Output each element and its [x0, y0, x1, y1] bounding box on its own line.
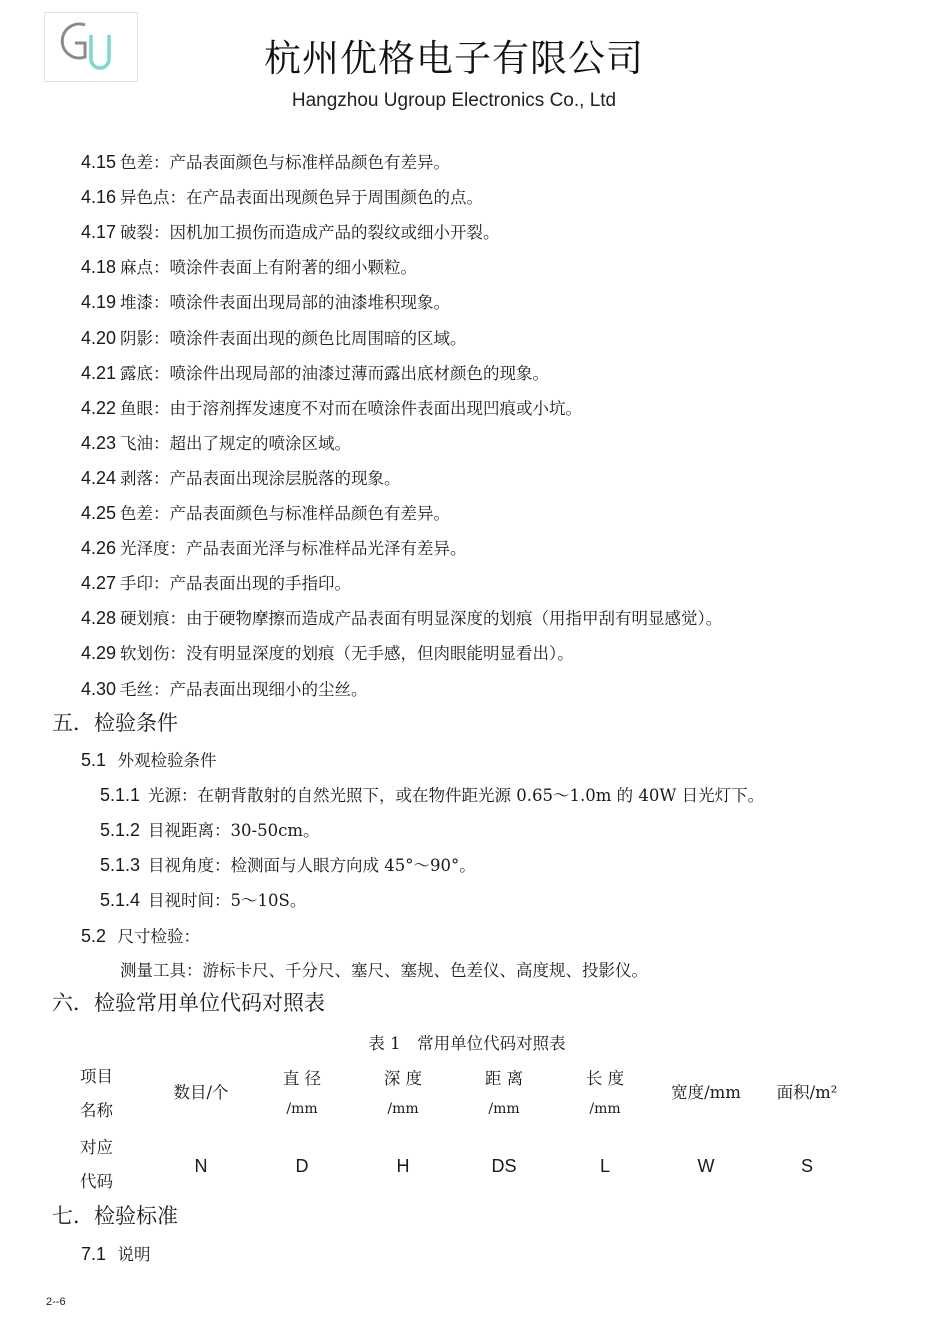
- definition-item: [81, 362, 549, 385]
- definition-number: 4.23: [81, 432, 117, 453]
- column-code: L: [599, 1156, 610, 1176]
- clause-label: 目视角度：: [148, 856, 231, 875]
- column-code: H: [396, 1156, 410, 1176]
- definition-item: [81, 291, 450, 314]
- column-header: 长 度 /mm: [585, 1069, 625, 1117]
- definition-item: [81, 502, 450, 525]
- clause-5-1-item: [100, 819, 320, 842]
- definition-text: 麻点：喷涂件表面上有附著的细小颗粒。: [120, 258, 418, 278]
- definition-item: [81, 572, 351, 595]
- definition-number: 4.17: [81, 222, 117, 243]
- section-7-title: 七．检验标准: [52, 1204, 178, 1228]
- definition-number: 4.27: [81, 573, 117, 594]
- definition-text: 阴影：喷涂件表面出现的颜色比周围暗的区域。: [120, 328, 467, 348]
- definition-number: 4.30: [81, 678, 117, 699]
- clause-number: 5.2: [81, 926, 107, 946]
- section-5-title: 五．检验条件: [52, 711, 178, 735]
- column-header: 距 离 /mm: [484, 1069, 524, 1117]
- definition-text: 色差：产品表面颜色与标准样品颜色有差异。: [120, 504, 451, 523]
- column-code: S: [800, 1156, 813, 1176]
- clause-text: 外观检验条件: [117, 751, 217, 770]
- column-code: W: [697, 1156, 715, 1176]
- definition-text: 色差：产品表面颜色与标准样品颜色有差异。: [120, 153, 451, 172]
- clause-text: 说明: [117, 1245, 151, 1264]
- definition-number: 4.24: [81, 467, 117, 488]
- definition-item: [81, 537, 467, 560]
- clause-number: 5.1: [81, 750, 107, 770]
- definition-text: 堆漆：喷涂件表面出现局部的油漆堆积现象。: [120, 293, 451, 313]
- clause-5-1-item: [100, 889, 306, 912]
- section-6-title: 六．检验常用单位代码对照表: [52, 991, 325, 1015]
- clause-5-1-item: [100, 784, 764, 807]
- column-code: D: [295, 1156, 309, 1176]
- definition-text: 手印：产品表面出现的手指印。: [120, 574, 352, 594]
- definition-item: [81, 221, 500, 244]
- definition-text: 剥落：产品表面出现涂层脱落的现象。: [120, 468, 401, 488]
- clause-text: 检测面与人眼方向成 45°～90°。: [230, 856, 476, 875]
- definition-number: 4.25: [81, 503, 117, 523]
- clause-label: 光源：: [148, 786, 198, 805]
- clause-number: 5.1.4: [100, 890, 141, 910]
- column-code: DS: [491, 1156, 517, 1176]
- definition-text: 破裂：因机加工损伤而造成产品的裂纹或细小开裂。: [120, 223, 500, 243]
- company-name-en: Hangzhou Ugroup Electronics Co., Ltd: [291, 90, 617, 111]
- definition-number: 4.15: [81, 152, 117, 172]
- row-header-name: 项目 名称: [80, 1067, 113, 1120]
- page-number: 2--6: [46, 1296, 66, 1308]
- definition-number: 4.22: [81, 397, 117, 418]
- definition-number: 4.28: [81, 608, 117, 629]
- clause-number: 5.1.2: [100, 820, 141, 840]
- definition-text: 鱼眼：由于溶剂挥发速度不对而在喷涂件表面出现凹痕或小坑。: [120, 398, 583, 418]
- clause-7-1: [81, 1243, 150, 1266]
- definition-item: [81, 327, 467, 350]
- definition-item: [81, 432, 351, 455]
- column-header: 深 度 /mm: [383, 1069, 423, 1117]
- column-header: 数目/个: [173, 1083, 229, 1102]
- definition-item: [81, 467, 401, 490]
- definition-item: [81, 397, 582, 420]
- clause-number: 5.1.3: [100, 855, 141, 875]
- definition-number: 4.18: [81, 257, 117, 278]
- clause-5-1: [81, 749, 216, 772]
- clause-label: 目视时间：: [148, 891, 231, 910]
- definition-number: 4.16: [81, 187, 117, 208]
- clause-text: 在朝背散射的自然光照下，或在物件距光源 0.65～1.0m 的 40W 日光灯下。: [197, 786, 765, 805]
- definition-text: 硬划痕：由于硬物摩擦而造成产品表面有明显深度的划痕（用指甲刮有明显感觉）。: [120, 609, 723, 629]
- clause-5-1-item: [100, 854, 476, 877]
- definition-number: 4.29: [81, 643, 117, 664]
- definition-text: 光泽度：产品表面光泽与标准样品光泽有差异。: [120, 539, 467, 559]
- clause-number: 7.1: [81, 1244, 107, 1264]
- column-header: 宽度/mm: [671, 1083, 741, 1102]
- clause-text: 尺寸检验：: [117, 927, 200, 946]
- clause-5-2: [81, 925, 200, 948]
- definition-item: [81, 607, 722, 630]
- clause-text: 30-50cm。: [230, 821, 320, 840]
- definition-text: 软划伤：没有明显深度的划痕（无手感，但肉眼能明显看出）。: [120, 644, 574, 664]
- clause-text: 5～10S。: [230, 891, 307, 910]
- clause-number: 5.1.1: [100, 785, 141, 805]
- definition-item: [81, 678, 368, 701]
- definition-item: [81, 186, 483, 209]
- definition-item: [81, 151, 450, 174]
- definition-item: [81, 642, 574, 665]
- column-header: 面积/m²: [776, 1083, 838, 1102]
- definition-text: 异色点：在产品表面出现颜色异于周围颜色的点。: [120, 188, 484, 208]
- definition-number: 4.21: [81, 362, 117, 383]
- column-header: 直 径 /mm: [282, 1069, 322, 1117]
- definition-text: 飞油：超出了规定的喷涂区域。: [120, 433, 352, 453]
- company-name-cn: 杭州优格电子有限公司: [264, 37, 644, 80]
- definition-item: [81, 256, 417, 279]
- definition-number: 4.19: [81, 292, 117, 313]
- column-code: N: [194, 1156, 208, 1176]
- definition-text: 露底：喷涂件出现局部的油漆过薄而露出底材颜色的现象。: [120, 363, 550, 383]
- table-caption: 表 1 常用单位代码对照表: [368, 1034, 566, 1053]
- clause-label: 目视距离：: [148, 821, 231, 840]
- row-header-code: 对应 代码: [80, 1138, 113, 1191]
- definition-number: 4.20: [81, 327, 117, 348]
- measuring-tools: 测量工具：游标卡尺、千分尺、塞尺、塞规、色差仪、高度规、投影仪。: [120, 961, 648, 980]
- definition-text: 毛丝：产品表面出现细小的尘丝。: [120, 679, 368, 699]
- definition-number: 4.26: [81, 538, 117, 559]
